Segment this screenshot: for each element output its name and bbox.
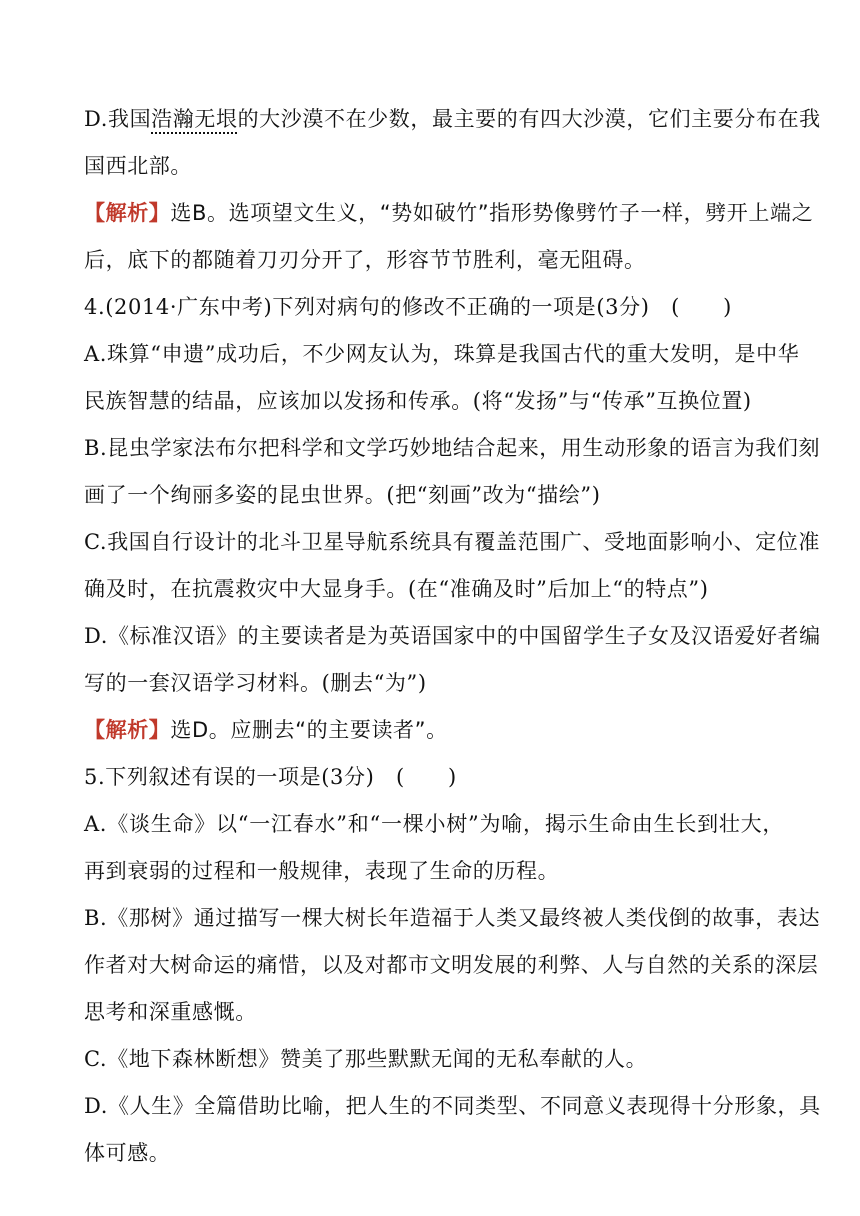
q3-option-d-suffix: 的大沙漠不在少数，最主要的有四大沙漠，它们主要分布在我 bbox=[237, 107, 821, 131]
analysis-tag: 【解析】 bbox=[84, 201, 171, 225]
q4-option-d-line-1: D.《标准汉语》的主要读者是为英语国家中的中国留学生子女及汉语爱好者编 bbox=[84, 624, 821, 648]
q4-option-a-line-1: A.珠算“申遗”成功后，不少网友认为，珠算是我国古代的重大发明，是中华 bbox=[84, 342, 800, 366]
q4-option-b-line-2: 画了一个绚丽多姿的昆虫世界。(把“刻画”改为“描绘”) bbox=[84, 483, 601, 507]
q4-option-c-line-2: 确及时，在抗震救灾中大显身手。(在“准确及时”后加上“的特点”) bbox=[84, 577, 709, 601]
q4-title: 4.(2014·广东中考)下列对病句的修改不正确的一项是(3分) ( ) bbox=[84, 295, 732, 319]
q5-option-d-line-2: 体可感。 bbox=[84, 1141, 171, 1165]
q3-option-d-prefix: D.我国 bbox=[84, 107, 152, 131]
q4-option-c-line-1: C.我国自行设计的北斗卫星导航系统具有覆盖范围广、受地面影响小、定位准 bbox=[84, 530, 820, 554]
q5-title: 5.下列叙述有误的一项是(3分) ( ) bbox=[84, 765, 457, 789]
q4-analysis bbox=[84, 707, 784, 754]
q3-analysis-text: 选B。选项望文生义，“势如破竹”指形势像劈竹子一样，劈开上端之 bbox=[170, 201, 814, 225]
q5-option-b-line-1: B.《那树》通过描写一棵大树长年造福于人类又最终被人类伐倒的故事，表达 bbox=[84, 906, 821, 930]
q4-option-a-line-2: 民族智慧的结晶，应该加以发扬和传承。(将“发扬”与“传承”互换位置) bbox=[84, 389, 752, 413]
document-page bbox=[84, 96, 821, 1177]
q3-option-d-dotted-term: 浩瀚无垠 bbox=[151, 107, 238, 131]
q3-analysis-line-2: 后，底下的都随着刀刃分开了，形容节节胜利，毫无阻碍。 bbox=[84, 248, 646, 272]
q4-option-b-line-1: B.昆虫学家法布尔把科学和文学巧妙地结合起来，用生动形象的语言为我们刻 bbox=[84, 436, 821, 460]
q4-option-d-line-2: 写的一套汉语学习材料。(删去“为”) bbox=[84, 671, 427, 695]
q3-analysis-line-1 bbox=[84, 190, 814, 237]
q3-option-d-line-1 bbox=[84, 96, 821, 143]
q5-option-d-line-1: D.《人生》全篇借助比喻，把人生的不同类型、不同意义表现得十分形象，具 bbox=[84, 1094, 821, 1118]
q4-analysis-text: 选D。应删去“的主要读者”。 bbox=[170, 718, 448, 742]
q5-option-b-line-2: 作者对大树命运的痛惜，以及对都市文明发展的利弊、人与自然的关系的深层 bbox=[84, 953, 819, 977]
q5-option-c-line-1: C.《地下森林断想》赞美了那些默默无闻的无私奉献的人。 bbox=[84, 1047, 648, 1071]
q5-option-b-line-3: 思考和深重感慨。 bbox=[84, 1000, 257, 1024]
q5-option-a-line-1: A.《谈生命》以“一江春水”和“一棵小树”为喻，揭示生命由生长到壮大， bbox=[84, 812, 784, 836]
analysis-tag: 【解析】 bbox=[84, 718, 171, 742]
q5-option-a-line-2: 再到衰弱的过程和一般规律，表现了生命的历程。 bbox=[84, 859, 560, 883]
q3-option-d-line-2: 国西北部。 bbox=[84, 154, 192, 178]
